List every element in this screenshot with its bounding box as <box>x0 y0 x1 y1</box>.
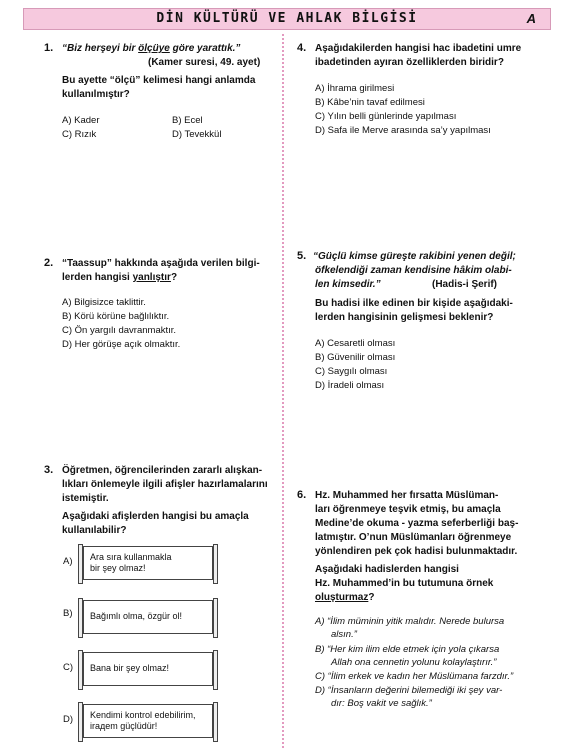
stem-line: ibadetinden ayıran özelliklerden biridir? <box>315 57 504 68</box>
stem-line: Bu hadisi ilke edinen bir kişide aşağıdaki- <box>315 298 513 309</box>
option-a[interactable]: A) İhrama girilmesi <box>315 83 395 94</box>
option-b[interactable]: B) Ecel <box>172 115 203 126</box>
option-a[interactable]: A) Bilgisizce taklittir. <box>62 297 146 308</box>
booklet-letter: A <box>526 11 536 26</box>
option-b[interactable]: B) “Her kim ilim elde etmek için yola çıkarsa <box>315 644 500 655</box>
poster: Bana bir şey olmaz! <box>83 652 213 686</box>
stem-line: ları öğrenmeye teşvik etmiş, bu amaçla <box>315 504 501 515</box>
stem-line: lıkları önlemeyle ilgili afişler hazırlamalarını <box>62 479 268 490</box>
question-number: 6. <box>297 489 307 501</box>
stem-line: Öğretmen, öğrencilerinden zararlı alışkan- <box>62 465 263 476</box>
stem-line: lerden hangisinin gelişmesi beklenir? <box>315 312 494 323</box>
poster: Kendimi kontrol edebilirim, irадem güçlüdür! <box>83 704 213 738</box>
option-d[interactable]: D) “İnsanların değerini bilemediği iki şey var- <box>315 685 503 696</box>
option-c[interactable]: C) “İlim erkek ve kadın her Müslümana farzdır.” <box>315 671 514 682</box>
stem-line: Bu ayette “ölçü” kelimesi hangi anlamda <box>62 75 256 86</box>
stem-line: kullanılmıştır? <box>62 89 130 100</box>
stem-line: yönlendiren pek çok hadisi bulunmaktadır. <box>315 546 518 557</box>
stem-line: “Taassup” hakkında aşağıda verilen bilgi- <box>62 258 260 269</box>
source: (Hadis-i Şerif) <box>432 279 498 290</box>
question-number: 2. <box>44 257 54 269</box>
quote-line: “Güçlü kimse güreşte rakibini yenen değil; <box>313 251 516 262</box>
option-d[interactable]: D) Safa ile Merve arasında sa’y yapılması <box>315 125 491 136</box>
stem-line: Aşağıdaki afişlerden hangisi bu amaçla <box>62 511 249 522</box>
stem-line: Hz. Muhammed her fırsatta Müslüman- <box>315 490 499 501</box>
option-b[interactable]: B) Güvenilir olması <box>315 352 396 363</box>
option-c[interactable]: C) Ön yargılı davranmaktır. <box>62 325 177 336</box>
column-divider <box>282 34 284 748</box>
stem-line: lerden hangisi yanlıştır? <box>62 272 178 283</box>
stem-line: istemiştir. <box>62 493 109 504</box>
option-c[interactable]: C) Yılın belli günlerinde yapılması <box>315 111 457 122</box>
stem-line: oluşturmaz? <box>315 592 375 603</box>
quote-line: len kimsedir.” <box>315 279 381 290</box>
option-b[interactable]: B) Körü körüne bağlılıktır. <box>62 311 170 322</box>
question-number: 3. <box>44 464 54 476</box>
question-number: 5. <box>297 250 307 262</box>
option-a-cont: alsın.” <box>331 629 357 640</box>
option-c[interactable]: C) Saygılı olması <box>315 366 388 377</box>
option-a[interactable]: A) “İlim müminin yitik malıdır. Nerede bulursa <box>315 616 505 627</box>
stem-line: Aşağıdaki hadislerden hangisi <box>315 564 459 575</box>
subject-header <box>23 8 551 30</box>
poster: Ara sıra kullanmakla bir şey olmaz! <box>83 546 213 580</box>
subject-title: DİN KÜLTÜRÜ VE AHLAK BİLGİSİ <box>156 11 418 26</box>
stem-line: Aşağıdakilerden hangisi hac ibadetini umre <box>315 43 522 54</box>
option-d[interactable]: D) Tevekkül <box>172 129 222 140</box>
option-c[interactable]: C) Rızık <box>62 129 97 140</box>
question-number: 4. <box>297 42 307 54</box>
quote-line: öfkelendiği zaman kendisine hâkim olabi- <box>315 265 512 276</box>
source: (Kamer suresi, 49. ayet) <box>148 57 261 68</box>
option-a[interactable]: A) Kader <box>62 115 100 126</box>
option-a[interactable]: A) Cesaretli olması <box>315 338 396 349</box>
option-b[interactable]: B) Kâbe’nin tavaf edilmesi <box>315 97 425 108</box>
option-d[interactable]: D) İradeli olması <box>315 380 385 391</box>
question-number: 1. <box>44 42 54 54</box>
stem-line: latmıştır. O’nun Müslümanları öğrenmeye <box>315 532 512 543</box>
quote: “Biz herşeyi bir ölçüye göre yarattık.” <box>62 43 241 54</box>
option-b-cont: Allah ona cennetin yolunu kolaylaştırır.” <box>331 657 497 668</box>
option-d-cont: dır: Boş vakit ve sağlık.” <box>331 698 432 709</box>
option-d[interactable]: D) Her görüşe açık olmaktır. <box>62 339 181 350</box>
stem-line: kullanılabilir? <box>62 525 127 536</box>
poster: Bağımlı olma, özgür ol! <box>83 600 213 634</box>
stem-line: Hz. Muhammed’in bu tutumuna örnek <box>315 578 494 589</box>
stem-line: Medine’de okuma - yazma seferberliği baş- <box>315 518 519 529</box>
